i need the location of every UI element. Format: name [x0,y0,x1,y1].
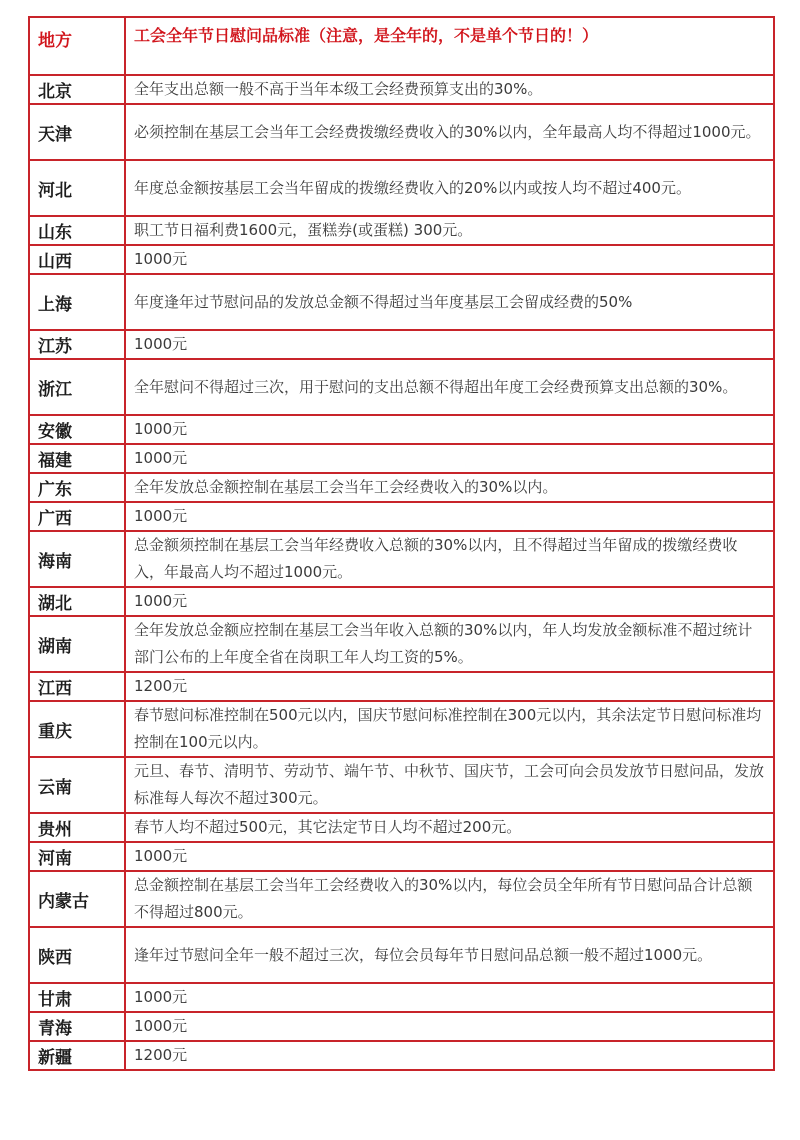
region-cell: 青海 [29,1012,125,1041]
region-cell: 河南 [29,842,125,871]
table-row [29,927,774,983]
standard-cell: 全年发放总金额应控制在基层工会当年收入总额的30%以内，年人均发放金额标准不超过统计部门公布的上年度全省在岗职工年人均工资的5%。 [125,616,774,672]
table-row [29,415,774,444]
standard-cell: 1000元 [125,245,774,274]
table-row [29,983,774,1012]
region-cell: 山西 [29,245,125,274]
table-row [29,616,774,672]
region-cell: 江苏 [29,330,125,359]
standard-cell: 年度逢年过节慰问品的发放总金额不得超过当年度基层工会留成经费的50% [125,274,774,330]
standard-cell: 1000元 [125,502,774,531]
region-cell: 浙江 [29,359,125,415]
table-row [29,274,774,330]
table-row [29,160,774,216]
region-cell: 广东 [29,473,125,502]
standard-cell: 1200元 [125,1041,774,1070]
region-cell: 上海 [29,274,125,330]
region-cell: 北京 [29,75,125,104]
region-cell: 江西 [29,672,125,701]
table-row [29,444,774,473]
standard-cell: 全年发放总金额控制在基层工会当年工会经费收入的30%以内。 [125,473,774,502]
standard-cell: 逢年过节慰问全年一般不超过三次，每位会员每年节日慰问品总额一般不超过1000元。 [125,927,774,983]
table-row [29,502,774,531]
region-cell: 云南 [29,757,125,813]
region-cell: 福建 [29,444,125,473]
table-row [29,216,774,245]
table-row [29,75,774,104]
region-cell: 山东 [29,216,125,245]
standard-cell: 1000元 [125,587,774,616]
region-cell: 河北 [29,160,125,216]
region-cell: 湖北 [29,587,125,616]
region-cell: 内蒙古 [29,871,125,927]
region-cell: 贵州 [29,813,125,842]
standard-cell: 1000元 [125,330,774,359]
standard-cell: 必须控制在基层工会当年工会经费拨缴经费收入的30%以内，全年最高人均不得超过1000元。 [125,104,774,160]
standard-cell: 总金额控制在基层工会当年工会经费收入的30%以内，每位会员全年所有节日慰问品合计总额不得超过800元。 [125,871,774,927]
table-row [29,842,774,871]
region-cell: 海南 [29,531,125,587]
table-row [29,587,774,616]
header-region: 地方 [29,17,125,75]
standard-cell: 1000元 [125,444,774,473]
table-row [29,757,774,813]
region-cell: 天津 [29,104,125,160]
table-row [29,813,774,842]
region-cell: 湖南 [29,616,125,672]
standard-cell: 全年支出总额一般不高于当年本级工会经费预算支出的30%。 [125,75,774,104]
region-cell: 甘肃 [29,983,125,1012]
table-row [29,871,774,927]
header-row [29,17,774,75]
standard-cell: 1000元 [125,842,774,871]
standard-cell: 职工节日福利费1600元，蛋糕券(或蛋糕) 300元。 [125,216,774,245]
table-row [29,672,774,701]
table-row [29,330,774,359]
standard-cell: 总金额须控制在基层工会当年经费收入总额的30%以内，且不得超过当年留成的拨缴经费收入，年最高人均不超过1000元。 [125,531,774,587]
standard-cell: 年度总金额按基层工会当年留成的拨缴经费收入的20%以内或按人均不超过400元。 [125,160,774,216]
standard-cell: 春节人均不超过500元，其它法定节日人均不超过200元。 [125,813,774,842]
table-row [29,245,774,274]
standard-cell: 全年慰问不得超过三次，用于慰问的支出总额不得超出年度工会经费预算支出总额的30%。 [125,359,774,415]
table-row [29,1041,774,1070]
table-row [29,473,774,502]
standard-cell: 春节慰问标准控制在500元以内，国庆节慰问标准控制在300元以内，其余法定节日慰问标准均控制在100元以内。 [125,701,774,757]
region-cell: 安徽 [29,415,125,444]
standard-cell: 1000元 [125,415,774,444]
table-row [29,531,774,587]
region-cell: 重庆 [29,701,125,757]
table-row [29,359,774,415]
standard-cell: 1200元 [125,672,774,701]
standard-cell: 1000元 [125,983,774,1012]
region-cell: 广西 [29,502,125,531]
table-row [29,1012,774,1041]
region-cell: 陕西 [29,927,125,983]
region-cell: 新疆 [29,1041,125,1070]
table-body [29,17,774,1070]
welfare-standards-table [28,16,775,1071]
header-standard: 工会全年节日慰问品标准（注意，是全年的，不是单个节日的！） [125,17,774,75]
table-row [29,701,774,757]
table-row [29,104,774,160]
standard-cell: 1000元 [125,1012,774,1041]
standard-cell: 元旦、春节、清明节、劳动节、端午节、中秋节、国庆节，工会可向会员发放节日慰问品，发放标准每人每次不超过300元。 [125,757,774,813]
